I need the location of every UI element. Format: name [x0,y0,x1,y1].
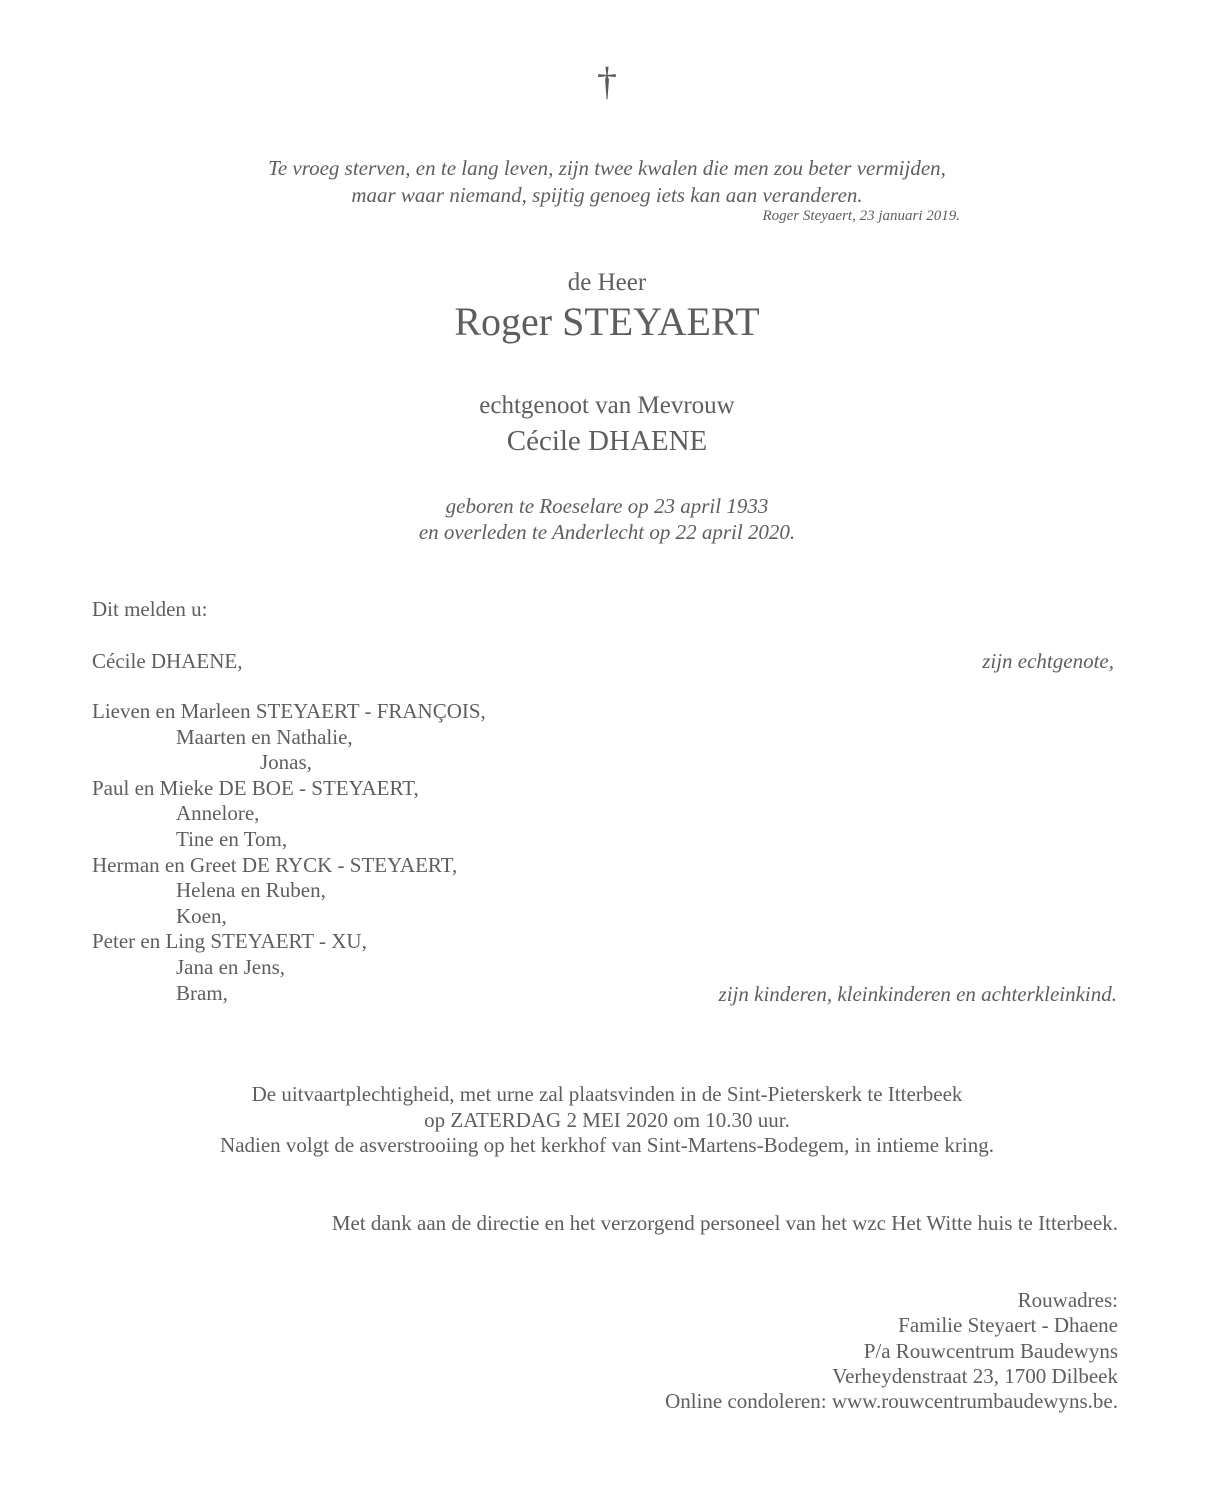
address-line: Rouwadres: [1017,1288,1118,1312]
family-member: Jonas, [260,750,312,775]
family-member: Maarten en Nathalie, [176,724,353,749]
birth-line: geboren te Roeselare op 23 april 1933 [445,494,769,518]
address-line: Familie Steyaert - Dhaene [898,1313,1118,1338]
announcement-intro: Dit melden u: [92,597,208,621]
family-member: Annelore, [176,801,260,826]
cross-icon: † [597,59,617,104]
ceremony-line: Nadien volgt de asverstrooiing op het kerkhof van Sint-Martens-Bodegem, in intieme kring. [220,1133,994,1157]
ceremony-line: De uitvaartplechtigheid, met urne zal plaatsvinden in de Sint-Pieterskerk te Itterbeek [251,1082,963,1106]
family-member: Lieven en Marleen STEYAERT - FRANÇOIS, [92,699,486,723]
ceremony-details [0,1082,1214,1159]
address-line: Verheydenstraat 23, 1700 Dilbeek [832,1363,1118,1388]
mourning-address [665,1288,1118,1414]
quote-line: maar waar niemand, spijtig genoeg iets kan aan veranderen. [351,183,863,207]
quote-attribution: Roger Steyaert, 23 januari 2019. [762,208,960,224]
family-member: Helena en Ruben, [176,878,326,903]
address-line: Online condoleren: www.rouwcentrumbaudewyns.be. [665,1389,1118,1414]
quote-line: Te vroeg sterven, en te lang leven, zijn twee kwalen die men zou beter vermijden, [268,156,946,180]
mourner-spouse-name: Cécile DHAENE, [92,649,243,673]
deceased-name: Roger STEYAERT [454,299,760,344]
spouse-intro: echtgenoot van Mevrouw [479,392,735,419]
family-relation: zijn kinderen, kleinkinderen en achterkleinkind. [718,982,1117,1006]
thanks-note: Met dank aan de directie en het verzorgend personeel van het wzc Het Witte huis te Itterbeek. [331,1211,1118,1235]
family-member: Jana en Jens, [176,954,286,979]
death-line: en overleden te Anderlecht op 22 april 2020. [418,520,796,544]
family-list [92,699,486,1006]
address-line: P/a Rouwcentrum Baudewyns [863,1338,1118,1363]
family-member: Herman en Greet DE RYCK - STEYAERT, [92,852,458,877]
deceased-honorific: de Heer [567,269,647,296]
memorial-quote [0,155,1214,209]
family-member: Peter en Ling STEYAERT - XU, [92,929,367,954]
family-member: Koen, [176,903,227,928]
family-member: Tine en Tom, [176,826,288,851]
spouse-name: Cécile DHAENE [506,425,708,457]
family-member: Bram, [176,980,228,1005]
family-member: Paul en Mieke DE BOE - STEYAERT, [92,775,419,800]
ceremony-line: op ZATERDAG 2 MEI 2020 om 10.30 uur. [424,1107,790,1132]
life-dates [0,493,1214,545]
mourner-spouse-relation: zijn echtgenote, [982,649,1114,673]
